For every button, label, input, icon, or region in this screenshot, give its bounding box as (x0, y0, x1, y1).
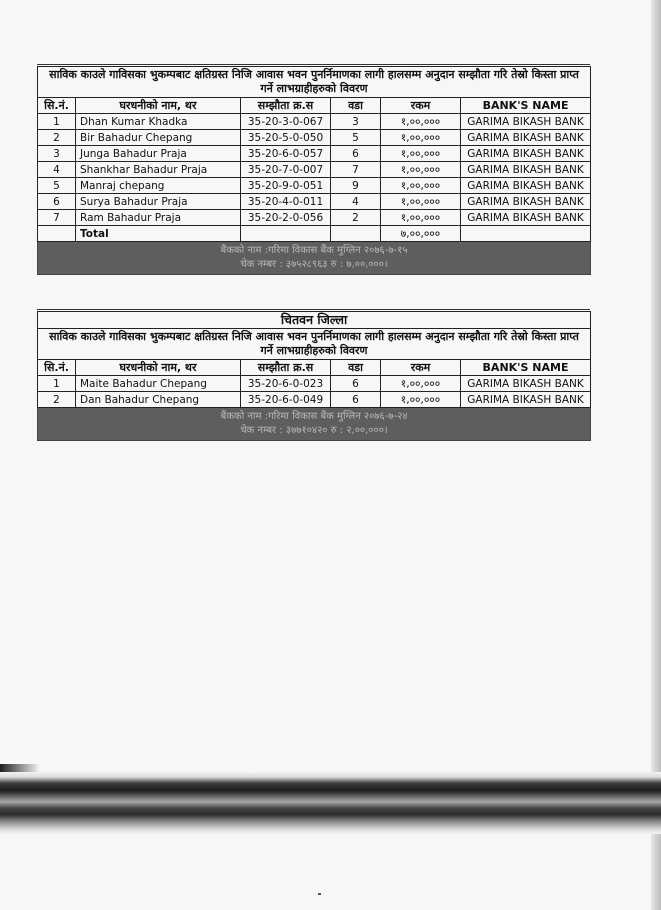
cell-agreement-no: 35-20-6-0-049 (241, 392, 331, 408)
cell-agreement-no: 35-20-6-0-057 (241, 146, 331, 162)
table-row (38, 162, 591, 178)
cell-agreement-no: 35-20-3-0-067 (241, 114, 331, 130)
header-bank-name: BANK'S NAME (461, 360, 591, 376)
cell-bank-name: GARIMA BIKASH BANK (461, 392, 591, 408)
table-row (38, 178, 591, 194)
cell-serial: 6 (38, 194, 76, 210)
header-bank-name: BANK'S NAME (461, 98, 591, 114)
cell-ward: 4 (331, 194, 381, 210)
cell-agreement-no: 35-20-9-0-051 (241, 178, 331, 194)
cell-amount: १,००,००० (381, 130, 461, 146)
table-row (38, 210, 591, 226)
cell-owner-name: Surya Bahadur Praja (76, 194, 241, 210)
cell-amount: १,००,००० (381, 114, 461, 130)
cell-ward: 2 (331, 210, 381, 226)
cell-amount: १,००,००० (381, 162, 461, 178)
cell-ward: 6 (331, 376, 381, 392)
cell-bank-name: GARIMA BIKASH BANK (461, 194, 591, 210)
header-owner-name: घरधनीको नाम, थर (76, 98, 241, 114)
cell-serial: 2 (38, 130, 76, 146)
table2-title: साविक काउले गाविसका भुकम्पबाट क्षतिग्रस्त निजि आवास भवन पुनर्निमाणका लागी हालसम्म अनुदान सम्झौता गरि तेस्रो किस्ता प्राप्त गर्ने लाभग्राहीहरुको विवरण (38, 329, 591, 360)
cell-owner-name: Maite Bahadur Chepang (76, 376, 241, 392)
cell-serial: 5 (38, 178, 76, 194)
table-row (38, 130, 591, 146)
table-row (38, 114, 591, 130)
cell-owner-name: Dan Bahadur Chepang (76, 392, 241, 408)
header-agreement-no: सम्झौता क्र.स (241, 98, 331, 114)
cell-ward: 6 (331, 146, 381, 162)
table-row (38, 376, 591, 392)
beneficiary-table-2 (37, 311, 591, 441)
cell-owner-name: Junga Bahadur Praja (76, 146, 241, 162)
header-amount: रकम (381, 98, 461, 114)
cell-empty (331, 226, 381, 242)
cell-agreement-no: 35-20-2-0-056 (241, 210, 331, 226)
cell-serial: 1 (38, 376, 76, 392)
cell-ward: 3 (331, 114, 381, 130)
cell-bank-name: GARIMA BIKASH BANK (461, 114, 591, 130)
district-heading: चितवन जिल्ला (38, 312, 591, 329)
table-row (38, 392, 591, 408)
cell-agreement-no: 35-20-7-0-007 (241, 162, 331, 178)
cell-bank-name: GARIMA BIKASH BANK (461, 146, 591, 162)
cell-amount: १,००,००० (381, 210, 461, 226)
cell-agreement-no: 35-20-5-0-050 (241, 130, 331, 146)
total-label: Total (76, 226, 241, 242)
header-serial: सि.नं. (38, 98, 76, 114)
cell-amount: १,००,००० (381, 194, 461, 210)
header-agreement-no: सम्झौता क्र.स (241, 360, 331, 376)
cell-serial: 2 (38, 392, 76, 408)
table1-title: साविक काउले गाविसका भुकम्पबाट क्षतिग्रस्त निजि आवास भवन पुनर्निमाणका लागी हालसम्म अनुदान सम्झौता गरि तेस्रो किस्ता प्राप्त गर्ने लाभग्राहीहरुको विवरण (38, 67, 591, 98)
cell-ward: 6 (331, 392, 381, 408)
scan-speck (318, 893, 321, 895)
cell-owner-name: Bir Bahadur Chepang (76, 130, 241, 146)
table-row (38, 146, 591, 162)
cell-serial: 4 (38, 162, 76, 178)
beneficiary-table-1 (37, 66, 591, 275)
cell-bank-name: GARIMA BIKASH BANK (461, 178, 591, 194)
cell-amount: १,००,००० (381, 146, 461, 162)
cell-serial: 1 (38, 114, 76, 130)
table-row (38, 194, 591, 210)
header-serial: सि.नं. (38, 360, 76, 376)
header-ward: वडा (331, 98, 381, 114)
cell-bank-name: GARIMA BIKASH BANK (461, 162, 591, 178)
table1-total-row (38, 226, 591, 242)
cell-empty (461, 226, 591, 242)
cell-amount: १,००,००० (381, 376, 461, 392)
header-amount: रकम (381, 360, 461, 376)
total-amount: ७,००,००० (381, 226, 461, 242)
table2-top-rule (37, 309, 590, 310)
table1-top-rule (37, 64, 590, 65)
footer-bank-line: बैंकको नाम :गरिमा विकास बैंक मुग्लिन २०७६-७-२४ (220, 411, 408, 422)
cell-owner-name: Manraj chepang (76, 178, 241, 194)
cell-empty (241, 226, 331, 242)
cell-empty (38, 226, 76, 242)
header-owner-name: घरधनीको नाम, थर (76, 360, 241, 376)
cell-owner-name: Ram Bahadur Praja (76, 210, 241, 226)
table2-header-row (38, 360, 591, 376)
table1-cheque-footer (38, 242, 591, 275)
footer-cheque-line: चेक नम्बर : ३७५२८९६३ रु : ७,००,०००। (240, 259, 388, 270)
cell-bank-name: GARIMA BIKASH BANK (461, 376, 591, 392)
cell-ward: 5 (331, 130, 381, 146)
header-ward: वडा (331, 360, 381, 376)
cell-owner-name: Dhan Kumar Khadka (76, 114, 241, 130)
cell-owner-name: Shankhar Bahadur Praja (76, 162, 241, 178)
cell-ward: 7 (331, 162, 381, 178)
footer-bank-line: बैंकको नाम :गरिमा विकास बैंक मुग्लिन २०७६-७-१५ (220, 245, 408, 256)
cell-bank-name: GARIMA BIKASH BANK (461, 130, 591, 146)
cell-bank-name: GARIMA BIKASH BANK (461, 210, 591, 226)
cell-serial: 7 (38, 210, 76, 226)
table2-cheque-footer (38, 408, 591, 441)
cell-ward: 9 (331, 178, 381, 194)
cell-serial: 3 (38, 146, 76, 162)
table1-header-row (38, 98, 591, 114)
cell-amount: १,००,००० (381, 392, 461, 408)
footer-cheque-line: चेक नम्बर : ३७७१०४२० रु : २,००,०००। (240, 425, 388, 436)
scan-fold-shadow (0, 772, 661, 834)
cell-agreement-no: 35-20-6-0-023 (241, 376, 331, 392)
cell-agreement-no: 35-20-4-0-011 (241, 194, 331, 210)
cell-amount: १,००,००० (381, 178, 461, 194)
